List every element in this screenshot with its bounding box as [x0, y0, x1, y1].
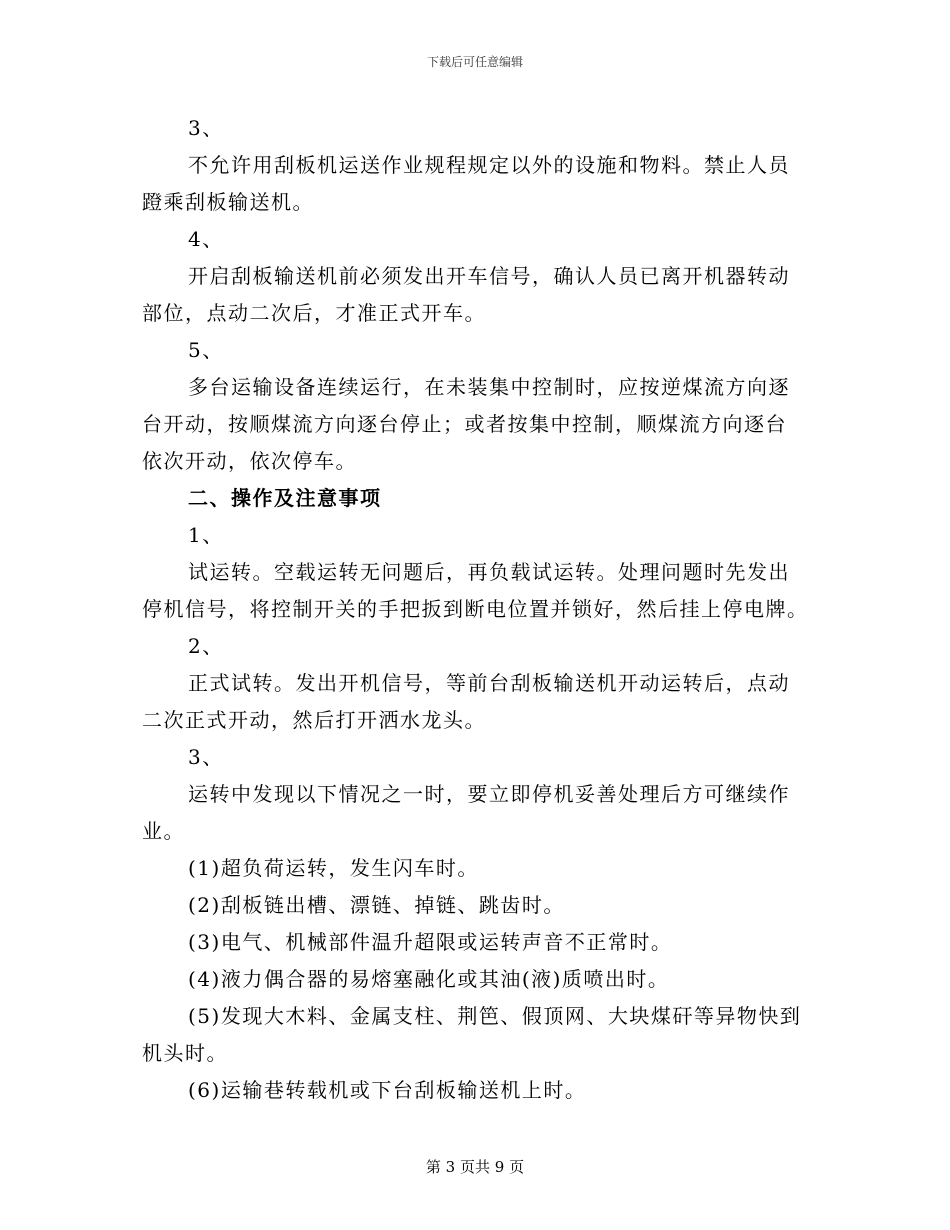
text-line: 1、	[188, 523, 224, 547]
text-line: 业。	[142, 819, 185, 843]
document-body	[142, 110, 812, 1109]
text-line: 依次开动，依次停车。	[142, 449, 357, 473]
text-line: (5)发现大木料、金属支柱、荆笆、假顶网、大块煤矸等异物快到	[188, 1004, 802, 1028]
text-line: 2、	[188, 634, 224, 658]
text-line: 正式试转。发出开机信号，等前台刮板输送机开动运转后，点动	[188, 671, 790, 695]
text-line: 运转中发现以下情况之一时，要立即停机妥善处理后方可继续作	[188, 782, 790, 806]
text-line: (4)液力偶合器的易熔塞融化或其油(液)质喷出时。	[188, 967, 670, 991]
text-line: 开启刮板输送机前必须发出开车信号，确认人员已离开机器转动	[188, 264, 790, 288]
text-line: 4、	[188, 227, 224, 251]
text-line: (2)刮板链出槽、漂链、掉链、跳齿时。	[188, 893, 565, 917]
text-line: 台开动，按顺煤流方向逐台停止；或者按集中控制，顺煤流方向逐台	[142, 412, 787, 436]
page-header: 下载后可任意编辑	[426, 55, 523, 69]
text-line: 二次正式开动，然后打开洒水龙头。	[142, 708, 486, 732]
text-line: (1)超负荷运转，发生闪车时。	[188, 856, 479, 880]
section-heading: 二、操作及注意事项	[188, 486, 382, 510]
text-line: 机头时。	[142, 1041, 228, 1065]
text-line: 部位，点动二次后，才准正式开车。	[142, 301, 486, 325]
text-line: (6)运输巷转载机或下台刮板输送机上时。	[188, 1078, 587, 1102]
text-line: 试运转。空载运转无问题后，再负载试运转。处理问题时先发出	[188, 560, 790, 584]
text-line: (3)电气、机械部件温升超限或运转声音不正常时。	[188, 930, 673, 954]
text-line: 停机信号，将控制开关的手把扳到断电位置并锁好，然后挂上停电牌。	[142, 597, 809, 621]
text-line: 蹬乘刮板输送机。	[142, 190, 314, 214]
text-line: 5、	[188, 338, 224, 362]
text-line: 3、	[188, 116, 224, 140]
text-line: 多台运输设备连续运行，在未装集中控制时，应按逆煤流方向逐	[188, 375, 790, 399]
text-line: 3、	[188, 745, 224, 769]
page-footer: 第 3 页共 9 页	[425, 1158, 525, 1176]
text-line: 不允许用刮板机运送作业规程规定以外的设施和物料。禁止人员	[188, 153, 790, 177]
